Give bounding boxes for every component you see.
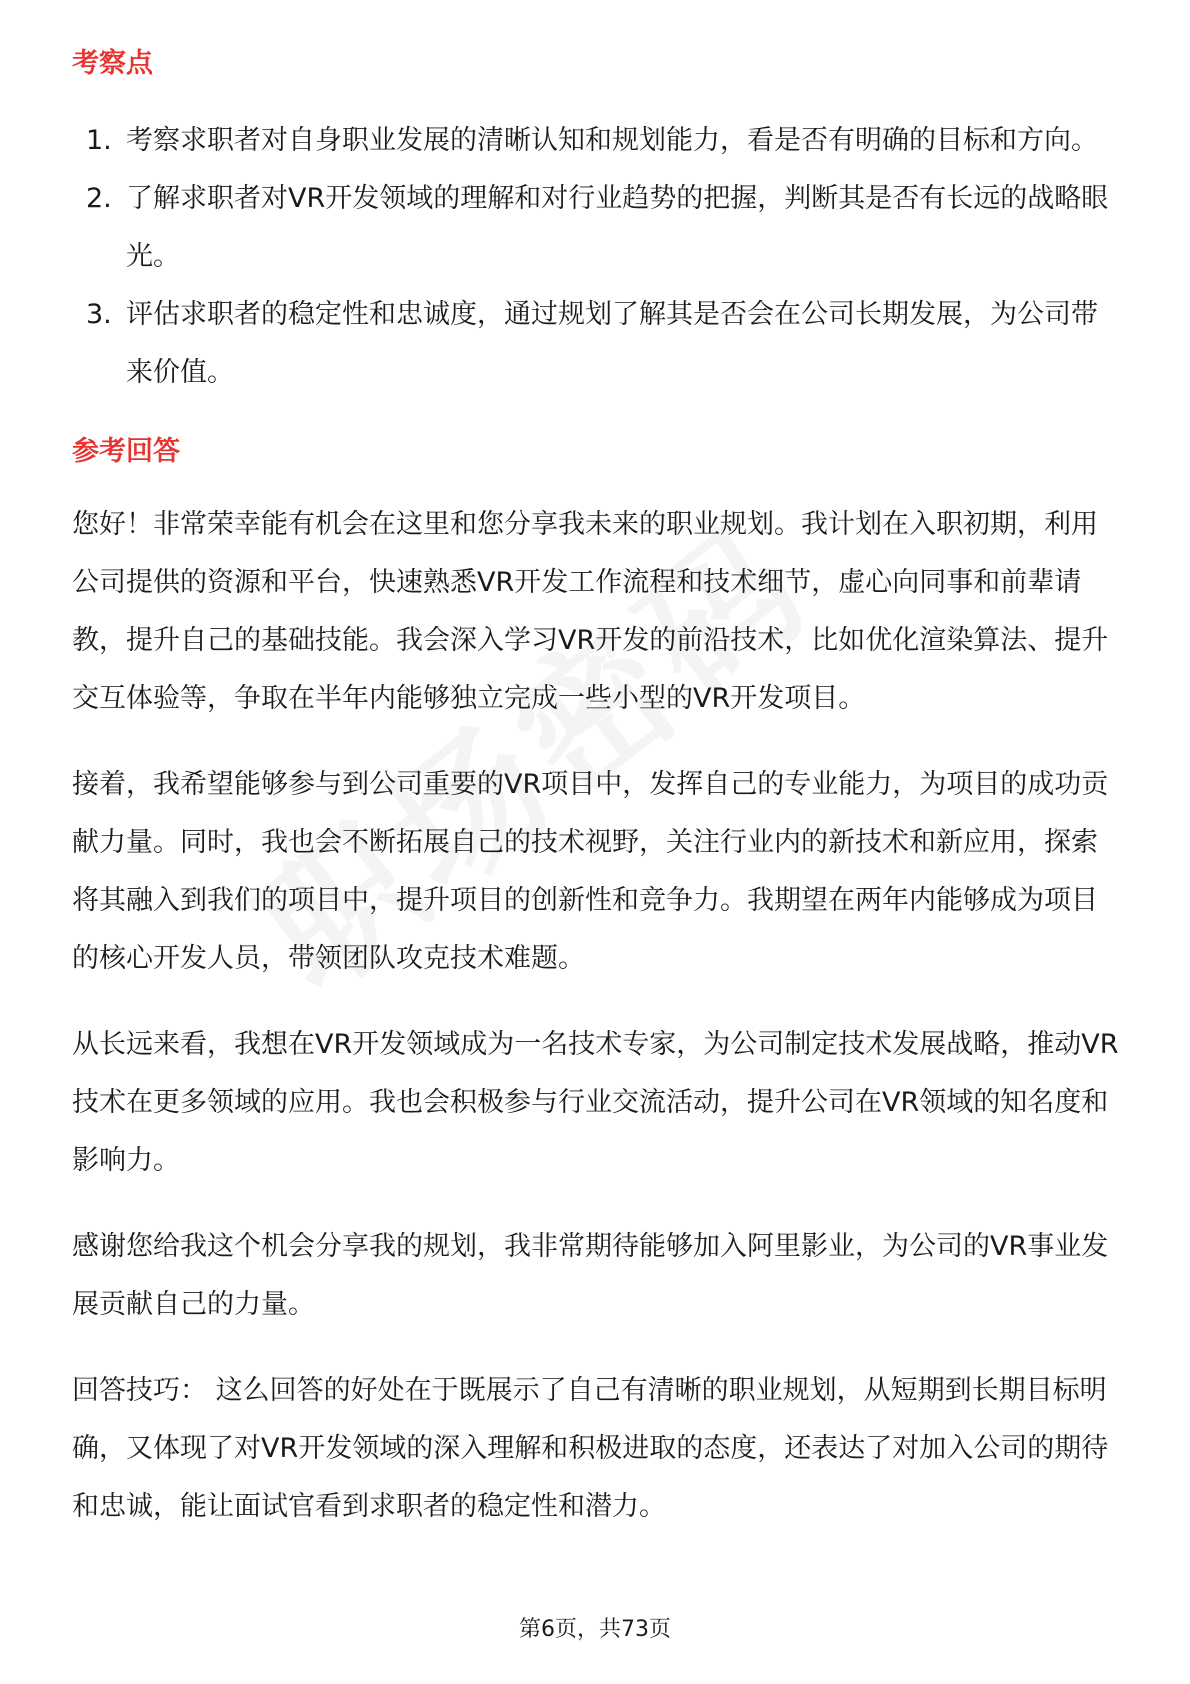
answer-paragraph: 您好！非常荣幸能有机会在这里和您分享我未来的职业规划。我计划在入职初期，利用公司提供的资源和平台，快速熟悉VR开发工作流程和技术细节，虚心向同事和前辈请教，提升自己的基础技能。我会深入学习VR开发的前沿技术，比如优化渲染算法、提升交互体验等，争取在半年内能够独立完成一些小型的VR开发项目。 <box>72 509 1109 714</box>
document-content <box>72 44 1122 1536</box>
list-item <box>72 170 1122 286</box>
answer-heading: 参考回答 <box>72 436 180 467</box>
list-text: 考察求职者对自身职业发展的清晰认知和规划能力，看是否有明确的目标和方向。 <box>126 125 1098 156</box>
answer-paragraph: 接着，我希望能够参与到公司重要的VR项目中，发挥自己的专业能力，为项目的成功贡献力量。同时，我也会不断拓展自己的技术视野，关注行业内的新技术和新应用，探索将其融入到我们的项目中，提升项目的创新性和竞争力。我期望在两年内能够成为项目的核心开发人员，带领团队攻克技术难题。 <box>72 769 1109 974</box>
list-text: 了解求职者对VR开发领域的理解和对行业趋势的把握，判断其是否有长远的战略眼光。 <box>126 183 1109 272</box>
list-item <box>72 112 1122 170</box>
page-number: 第6页，共73页 <box>519 1617 671 1642</box>
list-item <box>72 286 1122 402</box>
answer-paragraph: 从长远来看，我想在VR开发领域成为一名技术专家，为公司制定技术发展战略，推动VR技术在更多领域的应用。我也会积极参与行业交流活动，提升公司在VR领域的知名度和影响力。 <box>72 1029 1119 1176</box>
list-text: 评估求职者的稳定性和忠诚度，通过规划了解其是否会在公司长期发展，为公司带来价值。 <box>126 299 1098 388</box>
list-number: 3. <box>86 299 112 330</box>
list-number: 2. <box>86 183 112 214</box>
list-number: 1. <box>86 125 112 156</box>
assessment-list <box>72 112 1122 402</box>
tips-paragraph: 回答技巧： 这么回答的好处在于既展示了自己有清晰的职业规划，从短期到长期目标明确，又体现了对VR开发领域的深入理解和积极进取的态度，还表达了对加入公司的期待和忠诚，能让面试官看到求职者的稳定性和潜力。 <box>72 1375 1109 1522</box>
assessment-heading: 考察点 <box>72 48 153 79</box>
answer-paragraph: 感谢您给我这个机会分享我的规划，我非常期待能够加入阿里影业，为公司的VR事业发展贡献自己的力量。 <box>72 1231 1109 1320</box>
